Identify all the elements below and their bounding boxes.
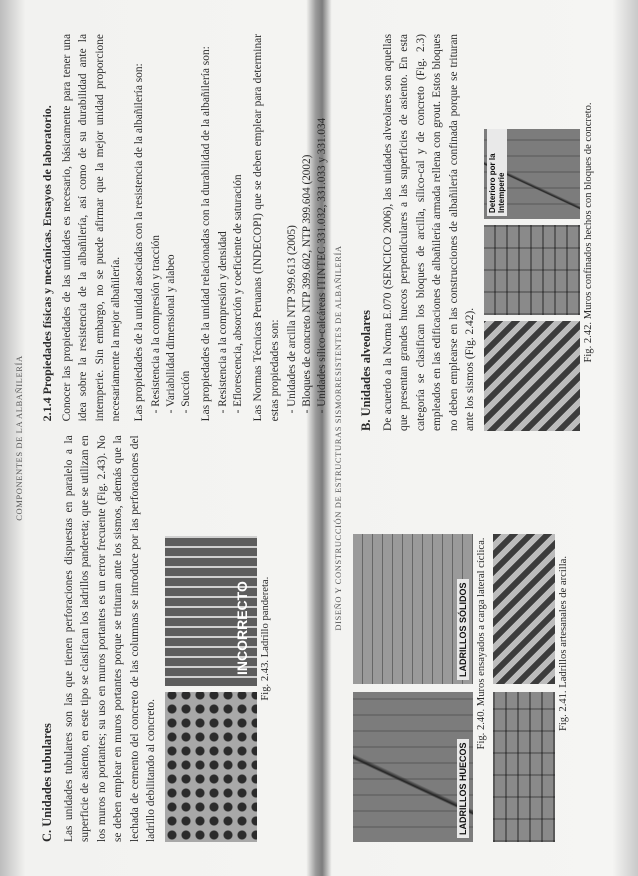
props-durability-intro: Las propiedades de la unidad relacionadas con la durabilidad de la albañilería son: — [200, 46, 213, 422]
fig-243-bricks-photo — [165, 692, 257, 842]
list-item: - Resistencia a la compresión y densidad — [217, 231, 230, 414]
left-page-columns — [353, 34, 600, 842]
fig-241-caption: Fig. 2.41. Ladrillos artesanales de arcilla. — [558, 555, 569, 732]
norms-intro: Las Normas Técnicas Peruanas (INDECOPI) que se deben emplear para determinar estas propiedades son: — [252, 34, 281, 422]
fig-243-caption: Fig. 2.43. Ladrillo pandereta. — [260, 576, 272, 701]
right-column-1 — [34, 435, 330, 842]
left-column-2 — [353, 34, 600, 431]
fig-240-solid-photo — [353, 534, 473, 684]
fig-242-caption: Fig. 2.42. Muros confinados hechos con bloques de concreto. — [583, 102, 595, 363]
fig-242 — [484, 34, 580, 431]
left-column-1 — [353, 445, 600, 842]
section-c-title: C. Unidades tubulares — [40, 723, 54, 842]
section-c-body: Las unidades tubulares son las que tienen perforaciones dispuestas en paralelo a la superficie de asiento, en este tipo se clasifican los ladrillos pandereta; que se utilizan en los muros no portantes; su uso en muros portantes es un error frecuente (Fig. 2.43). No se deben emplear en muros portantes porque se trituran ante los sismos, además que la lechada de cemento del concreto de las columnas se introduce por las perforaciones del ladrillo debilitando al concreto. — [63, 435, 158, 842]
list-item: - Eflorescencia, absorción y coeficiente de saturación — [232, 174, 245, 414]
fig-243-label: INCORRECTO — [234, 581, 251, 675]
fig-240-hollow-photo — [353, 692, 473, 842]
fig-243-wall-photo — [165, 536, 257, 686]
fig-242-photo-c — [484, 129, 580, 219]
list-item: - Bloques de concreto NTP 399.602, NTP 399.604 (2002) — [301, 154, 314, 414]
list-item: - Unidades de arcilla NTP 399.613 (2005) — [286, 225, 299, 414]
section-b-title: B. Unidades alveolares — [359, 310, 373, 431]
fig-242-photo-a — [484, 321, 580, 431]
list-item: - Succión — [180, 370, 193, 414]
fig-243 — [165, 435, 257, 842]
running-head-right: COMPONENTES DE LA ALBAÑILERÍA — [14, 355, 24, 521]
section-b-body: De acuerdo a la Norma E.070 (SENCICO 2006), las unidades alveolares son aquellas que presentan grandes huecos perpendiculares a las superficies de asiento. En esta categoría se clasifican los bloques de arcilla, sílico-cal y de concreto (Fig. 2.3) empleados en las edificaciones de albañilería armada rellena con grout. Estos bloques no deben emplearse en las construcciones de albañilería confinada porque se trituran ante los sismos (Fig. 2.42). — [382, 34, 477, 431]
list-item: - Variabilidad dimensional y alabeo — [165, 254, 178, 414]
list-item: - Unidades sílico-calcáreas ITINTEC 331.032, 331.033 y 331.034 — [316, 117, 329, 414]
fig-240-label-hollow: LADRILLOS HUECOS — [457, 739, 469, 838]
section-214-title: 2.1.4 Propiedades físicas y mecánicas. Ensayos de laboratorio. — [40, 105, 54, 422]
right-column-2 — [34, 34, 330, 421]
running-head-left: DISEÑO Y CONSTRUCCIÓN DE ESTRUCTURAS SISMORRESISTENTES DE ALBAÑILERÍA — [333, 245, 343, 631]
fig-240 — [353, 445, 473, 842]
fig-242-label: Deterioro por la Intemperie — [487, 129, 507, 216]
fig-241 — [493, 445, 555, 842]
section-214-body: Conocer las propiedades de las unidades es necesario, básicamente para tener una idea sobre la resistencia de la albañilería, así como de su durabilidad ante la intemperie. Sin embargo, no se puede afirmar que la mejor unidad proporcione necesariamente la mejor albañilería. — [61, 34, 123, 422]
fig-241-photo-a — [493, 692, 555, 842]
fig-240-caption: Fig. 2.40. Muros ensayados a carga lateral cíclica. — [476, 537, 487, 750]
list-item: - Resistencia a la compresión y tracción — [150, 235, 163, 414]
fig-241-photo-b — [493, 534, 555, 684]
left-page — [319, 0, 638, 876]
fig-242-photo-b — [484, 225, 580, 315]
props-resistance-intro: Las propiedades de la unidad asociadas con la resistencia de la albañilería son: — [132, 63, 145, 422]
right-page-columns — [34, 34, 330, 842]
fig-240-label-solid: LADRILLOS SÓLIDOS — [457, 580, 469, 681]
